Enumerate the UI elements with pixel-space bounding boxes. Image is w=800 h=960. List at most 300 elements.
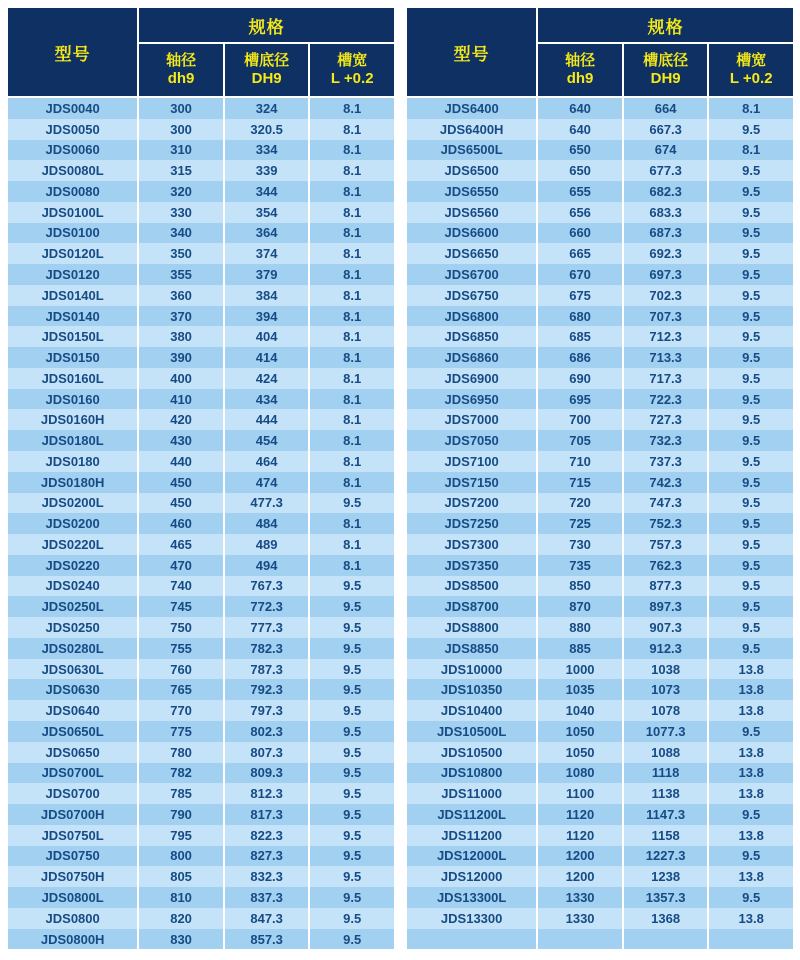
groove-bottom-diameter-value: 897.3 [624,596,708,617]
groove-width-label: 槽宽 [736,52,767,69]
groove-width-header [709,44,793,96]
groove-bottom-diameter-value: 792.3 [225,679,309,700]
shaft-diameter-value: 465 [139,534,223,555]
shaft-diameter-value: 340 [139,223,223,244]
groove-bottom-diameter-value: 807.3 [225,742,309,763]
groove-width-value: 9.5 [709,493,793,514]
groove-bottom-diameter-value: 674 [624,140,708,161]
shaft-diameter-value: 782 [139,763,223,784]
groove-width-value: 9.5 [310,783,394,804]
shaft-diameter-value: 1100 [538,783,622,804]
shaft-diameter-value: 640 [538,98,622,119]
groove-bottom-diameter-value: 344 [225,181,309,202]
groove-bottom-diameter-value: 782.3 [225,638,309,659]
shaft-diameter-value: 765 [139,679,223,700]
groove-bottom-diameter-value: 394 [225,306,309,327]
groove-width-value: 8.1 [709,98,793,119]
groove-width-value: 8.1 [310,264,394,285]
groove-width-value: 8.1 [310,243,394,264]
groove-bottom-diameter-value: 912.3 [624,638,708,659]
groove-bottom-diameter-value: 762.3 [624,555,708,576]
shaft-diameter-value: 755 [139,638,223,659]
shaft-diameter-value: 1000 [538,659,622,680]
shaft-diameter-value: 720 [538,493,622,514]
model-cell-value: JDS0750 [8,846,137,867]
model-cell-value: JDS7300 [407,534,536,555]
groove-width-value: 13.8 [709,783,793,804]
groove-bottom-diameter-value: 374 [225,243,309,264]
groove-width-value: 9.5 [709,555,793,576]
groove-bottom-diameter-value: 1077.3 [624,721,708,742]
groove-width-symbol: L +0.2 [330,70,374,87]
groove-bottom-diameter-value: 664 [624,98,708,119]
groove-bottom-diameter-value: 877.3 [624,576,708,597]
groove-width-label: 槽宽 [337,52,368,69]
model-cell-value: JDS0180H [8,472,137,493]
groove-width-value: 9.5 [709,846,793,867]
model-cell-value: JDS6800 [407,306,536,327]
groove-width-value [709,929,793,950]
groove-bottom-diameter-header [624,44,708,96]
model-cell-value: JDS0120L [8,243,137,264]
shaft-diameter-value: 730 [538,534,622,555]
model-cell-value: JDS0180L [8,430,137,451]
groove-bottom-diameter-value: 444 [225,409,309,430]
model-cell-value: JDS7100 [407,451,536,472]
groove-width-value: 9.5 [709,430,793,451]
model-cell-value: JDS0160 [8,389,137,410]
shaft-diameter-symbol: dh9 [566,70,594,87]
model-cell-value: JDS0080 [8,181,137,202]
spec-table-left [8,8,394,960]
shaft-diameter-value: 790 [139,804,223,825]
model-cell-value: JDS11200L [407,804,536,825]
model-cell-value: JDS0700 [8,783,137,804]
shaft-diameter-value: 700 [538,409,622,430]
groove-bottom-diameter-value: 1357.3 [624,887,708,908]
model-cell-value: JDS10500 [407,742,536,763]
groove-width-value: 9.5 [310,679,394,700]
groove-width-value: 8.1 [310,555,394,576]
spec-group-header: 规格 [538,8,793,42]
shaft-diameter-value: 355 [139,264,223,285]
groove-width-value: 9.5 [310,596,394,617]
model-cell-value: JDS8700 [407,596,536,617]
shaft-diameter-value: 665 [538,243,622,264]
groove-width-value: 9.5 [310,576,394,597]
groove-bottom-diameter-symbol: DH9 [251,70,282,87]
model-cell-value: JDS0800H [8,929,137,950]
groove-bottom-diameter-value: 847.3 [225,908,309,929]
model-cell-value: JDS0220 [8,555,137,576]
groove-bottom-diameter-value: 464 [225,451,309,472]
groove-bottom-diameter-symbol: DH9 [650,70,681,87]
model-cell-value: JDS0640 [8,700,137,721]
groove-width-value: 9.5 [709,617,793,638]
shaft-diameter-value: 830 [139,929,223,950]
shaft-diameter-value: 735 [538,555,622,576]
model-cell-value: JDS0650 [8,742,137,763]
groove-bottom-diameter-value: 324 [225,98,309,119]
groove-bottom-diameter-value: 802.3 [225,721,309,742]
shaft-diameter-value: 780 [139,742,223,763]
shaft-diameter-value: 750 [139,617,223,638]
model-cell-value: JDS6500 [407,160,536,181]
groove-bottom-diameter-value: 817.3 [225,804,309,825]
groove-width-value: 8.1 [310,472,394,493]
groove-bottom-diameter-value: 692.3 [624,243,708,264]
groove-width-value: 9.5 [310,866,394,887]
groove-bottom-diameter-value: 1238 [624,866,708,887]
shaft-diameter-value: 320 [139,181,223,202]
groove-width-value: 8.1 [310,409,394,430]
shaft-diameter-value: 680 [538,306,622,327]
groove-width-value: 8.1 [310,430,394,451]
shaft-diameter-value: 670 [538,264,622,285]
groove-width-value: 13.8 [709,742,793,763]
model-cell-value [407,929,536,950]
model-cell-value: JDS7250 [407,513,536,534]
groove-width-value: 8.1 [310,306,394,327]
shaft-diameter-value: 805 [139,866,223,887]
groove-bottom-diameter-value: 812.3 [225,783,309,804]
groove-width-value: 9.5 [310,825,394,846]
model-cell-value: JDS6950 [407,389,536,410]
shaft-diameter-value: 1040 [538,700,622,721]
groove-width-value: 9.5 [709,887,793,908]
shaft-diameter-value: 300 [139,119,223,140]
model-cell-value: JDS0280L [8,638,137,659]
groove-width-value: 8.1 [310,119,394,140]
groove-width-value: 13.8 [709,679,793,700]
model-cell-value: JDS7350 [407,555,536,576]
model-cell-value: JDS6700 [407,264,536,285]
model-cell-value: JDS6400H [407,119,536,140]
groove-bottom-diameter-value: 722.3 [624,389,708,410]
model-cell-value: JDS0050 [8,119,137,140]
model-cell-value: JDS0100L [8,202,137,223]
model-cell-value: JDS0150 [8,347,137,368]
groove-width-value: 8.1 [310,160,394,181]
groove-width-value: 8.1 [310,202,394,223]
model-cell-value: JDS11000 [407,783,536,804]
groove-width-value: 9.5 [310,700,394,721]
shaft-diameter-value: 420 [139,409,223,430]
groove-bottom-diameter-value: 334 [225,140,309,161]
groove-width-value: 9.5 [709,326,793,347]
groove-width-value: 9.5 [709,804,793,825]
groove-bottom-diameter-value: 354 [225,202,309,223]
model-cell-value: JDS0630L [8,659,137,680]
groove-width-value: 8.1 [310,451,394,472]
model-cell-value: JDS6850 [407,326,536,347]
shaft-diameter-value: 390 [139,347,223,368]
model-cell-value: JDS8800 [407,617,536,638]
groove-bottom-diameter-value: 454 [225,430,309,451]
shaft-diameter-value: 460 [139,513,223,534]
groove-bottom-diameter-value: 1158 [624,825,708,846]
shaft-diameter-label: 轴径 [565,52,596,69]
shaft-diameter-value: 1050 [538,742,622,763]
groove-bottom-diameter-value: 494 [225,555,309,576]
shaft-diameter-value: 785 [139,783,223,804]
model-cell-value: JDS10350 [407,679,536,700]
shaft-diameter-value: 715 [538,472,622,493]
shaft-diameter-value: 655 [538,181,622,202]
shaft-diameter-value: 1035 [538,679,622,700]
table-header [407,8,793,96]
groove-bottom-diameter-value: 737.3 [624,451,708,472]
groove-bottom-diameter-label: 槽底径 [244,52,290,69]
shaft-diameter-value: 1200 [538,846,622,867]
model-cell-value: JDS0250L [8,596,137,617]
model-cell-value: JDS0200L [8,493,137,514]
model-cell-value: JDS7050 [407,430,536,451]
groove-bottom-diameter-value: 702.3 [624,285,708,306]
model-cell-value: JDS6750 [407,285,536,306]
groove-width-value: 8.1 [310,389,394,410]
groove-width-value: 13.8 [709,825,793,846]
shaft-diameter-value: 1050 [538,721,622,742]
groove-bottom-diameter-value: 697.3 [624,264,708,285]
groove-bottom-diameter-value: 907.3 [624,617,708,638]
model-cell-value: JDS7000 [407,409,536,430]
model-cell-value: JDS7200 [407,493,536,514]
model-cell-value: JDS0060 [8,140,137,161]
model-cell-value: JDS10500L [407,721,536,742]
groove-width-value: 9.5 [310,742,394,763]
shaft-diameter-value: 800 [139,846,223,867]
model-cell-value: JDS6400 [407,98,536,119]
model-column-header: 型号 [8,8,137,96]
groove-width-value: 9.5 [709,534,793,555]
shaft-diameter-value: 650 [538,160,622,181]
groove-bottom-diameter-value: 742.3 [624,472,708,493]
shaft-diameter-value: 885 [538,638,622,659]
shaft-diameter-value: 450 [139,493,223,514]
groove-bottom-diameter-value: 1088 [624,742,708,763]
groove-width-value: 9.5 [709,243,793,264]
groove-bottom-diameter-value: 717.3 [624,368,708,389]
model-cell-value: JDS0200 [8,513,137,534]
shaft-diameter-header [139,44,223,96]
model-cell-value: JDS0180 [8,451,137,472]
groove-bottom-diameter-value: 752.3 [624,513,708,534]
model-cell-value: JDS12000 [407,866,536,887]
groove-width-value: 9.5 [310,721,394,742]
shaft-diameter-value: 810 [139,887,223,908]
groove-width-value: 9.5 [310,908,394,929]
shaft-diameter-value: 770 [139,700,223,721]
shaft-diameter-value [538,929,622,950]
groove-bottom-diameter-value: 772.3 [225,596,309,617]
shaft-diameter-value: 650 [538,140,622,161]
groove-width-value: 9.5 [709,306,793,327]
shaft-diameter-value: 660 [538,223,622,244]
groove-bottom-diameter-value [624,929,708,950]
shaft-diameter-value: 315 [139,160,223,181]
groove-bottom-diameter-value: 683.3 [624,202,708,223]
groove-bottom-diameter-value: 713.3 [624,347,708,368]
groove-width-value: 9.5 [709,223,793,244]
model-cell-value: JDS6560 [407,202,536,223]
shaft-diameter-value: 725 [538,513,622,534]
shaft-diameter-value: 440 [139,451,223,472]
groove-width-value: 13.8 [709,763,793,784]
groove-width-value: 9.5 [709,285,793,306]
spec-group-header: 规格 [139,8,394,42]
groove-bottom-diameter-value: 484 [225,513,309,534]
shaft-diameter-value: 330 [139,202,223,223]
groove-width-value: 8.1 [310,347,394,368]
groove-bottom-diameter-value: 727.3 [624,409,708,430]
shaft-diameter-value: 775 [139,721,223,742]
groove-width-value: 9.5 [310,929,394,950]
shaft-diameter-value: 740 [139,576,223,597]
spec-subheaders [139,44,394,96]
groove-width-value: 9.5 [709,409,793,430]
groove-width-value: 13.8 [709,700,793,721]
groove-bottom-diameter-header [225,44,309,96]
model-cell-value: JDS10800 [407,763,536,784]
groove-width-value: 13.8 [709,659,793,680]
groove-width-value: 9.5 [709,638,793,659]
groove-bottom-diameter-value: 384 [225,285,309,306]
model-cell-value: JDS0750L [8,825,137,846]
groove-bottom-diameter-value: 414 [225,347,309,368]
shaft-diameter-value: 450 [139,472,223,493]
model-cell-value: JDS0250 [8,617,137,638]
shaft-diameter-value: 310 [139,140,223,161]
shaft-diameter-value: 380 [139,326,223,347]
groove-bottom-diameter-value: 797.3 [225,700,309,721]
model-cell-value: JDS0630 [8,679,137,700]
model-cell-value: JDS6900 [407,368,536,389]
groove-bottom-diameter-value: 364 [225,223,309,244]
shaft-diameter-value: 410 [139,389,223,410]
model-cell-value: JDS0040 [8,98,137,119]
shaft-diameter-value: 640 [538,119,622,140]
model-cell-value: JDS0650L [8,721,137,742]
shaft-diameter-value: 760 [139,659,223,680]
groove-bottom-diameter-value: 424 [225,368,309,389]
groove-width-value: 8.1 [310,223,394,244]
groove-width-value: 9.5 [709,202,793,223]
groove-bottom-diameter-value: 747.3 [624,493,708,514]
groove-width-symbol: L +0.2 [729,70,773,87]
shaft-diameter-value: 1330 [538,908,622,929]
shaft-diameter-value: 710 [538,451,622,472]
model-cell-value: JDS0140L [8,285,137,306]
groove-bottom-diameter-value: 822.3 [225,825,309,846]
groove-bottom-diameter-label: 槽底径 [643,52,689,69]
model-cell-value: JDS6860 [407,347,536,368]
model-cell-value: JDS0160L [8,368,137,389]
shaft-diameter-value: 400 [139,368,223,389]
groove-bottom-diameter-value: 1368 [624,908,708,929]
shaft-diameter-value: 745 [139,596,223,617]
groove-bottom-diameter-value: 832.3 [225,866,309,887]
model-cell-value: JDS8850 [407,638,536,659]
model-cell-value: JDS0700H [8,804,137,825]
shaft-diameter-value: 1080 [538,763,622,784]
model-cell-value: JDS6600 [407,223,536,244]
groove-width-value: 9.5 [310,804,394,825]
groove-bottom-diameter-value: 339 [225,160,309,181]
groove-width-value: 9.5 [709,513,793,534]
model-cell-value: JDS0700L [8,763,137,784]
groove-bottom-diameter-value: 707.3 [624,306,708,327]
model-cell-value: JDS11200 [407,825,536,846]
groove-width-value: 9.5 [709,596,793,617]
shaft-diameter-value: 300 [139,98,223,119]
groove-bottom-diameter-value: 474 [225,472,309,493]
groove-bottom-diameter-value: 434 [225,389,309,410]
groove-width-header [310,44,394,96]
spec-column-group [139,8,394,96]
groove-bottom-diameter-value: 489 [225,534,309,555]
shaft-diameter-value: 1200 [538,866,622,887]
groove-width-value: 9.5 [709,721,793,742]
groove-bottom-diameter-value: 682.3 [624,181,708,202]
groove-bottom-diameter-value: 827.3 [225,846,309,867]
model-cell-value: JDS0100 [8,223,137,244]
model-cell-value: JDS0800 [8,908,137,929]
groove-width-value: 9.5 [709,181,793,202]
groove-bottom-diameter-value: 477.3 [225,493,309,514]
groove-width-value: 9.5 [310,763,394,784]
groove-width-value: 9.5 [709,119,793,140]
groove-bottom-diameter-value: 809.3 [225,763,309,784]
groove-bottom-diameter-value: 767.3 [225,576,309,597]
shaft-diameter-value: 690 [538,368,622,389]
groove-width-value: 8.1 [310,285,394,306]
groove-width-value: 9.5 [709,160,793,181]
groove-width-value: 9.5 [310,659,394,680]
model-cell-value: JDS10000 [407,659,536,680]
shaft-diameter-label: 轴径 [166,52,197,69]
shaft-diameter-value: 850 [538,576,622,597]
groove-width-value: 8.1 [310,140,394,161]
groove-width-value: 9.5 [709,472,793,493]
groove-bottom-diameter-value: 732.3 [624,430,708,451]
shaft-diameter-value: 370 [139,306,223,327]
spec-column-group [538,8,793,96]
shaft-diameter-value: 695 [538,389,622,410]
table-body [8,98,394,949]
shaft-diameter-value: 686 [538,347,622,368]
model-cell-value: JDS0750H [8,866,137,887]
groove-width-value: 9.5 [310,887,394,908]
model-cell-value: JDS0240 [8,576,137,597]
groove-bottom-diameter-value: 320.5 [225,119,309,140]
groove-width-value: 9.5 [310,617,394,638]
shaft-diameter-value: 360 [139,285,223,306]
groove-width-value: 9.5 [310,846,394,867]
groove-width-value: 9.5 [310,638,394,659]
shaft-diameter-value: 656 [538,202,622,223]
model-cell-value: JDS0220L [8,534,137,555]
groove-bottom-diameter-value: 757.3 [624,534,708,555]
groove-bottom-diameter-value: 1138 [624,783,708,804]
groove-width-value: 13.8 [709,908,793,929]
model-cell-value: JDS0160H [8,409,137,430]
groove-width-value: 8.1 [310,368,394,389]
groove-width-value: 9.5 [709,264,793,285]
shaft-diameter-value: 795 [139,825,223,846]
shaft-diameter-value: 1120 [538,804,622,825]
model-cell-value: JDS6650 [407,243,536,264]
